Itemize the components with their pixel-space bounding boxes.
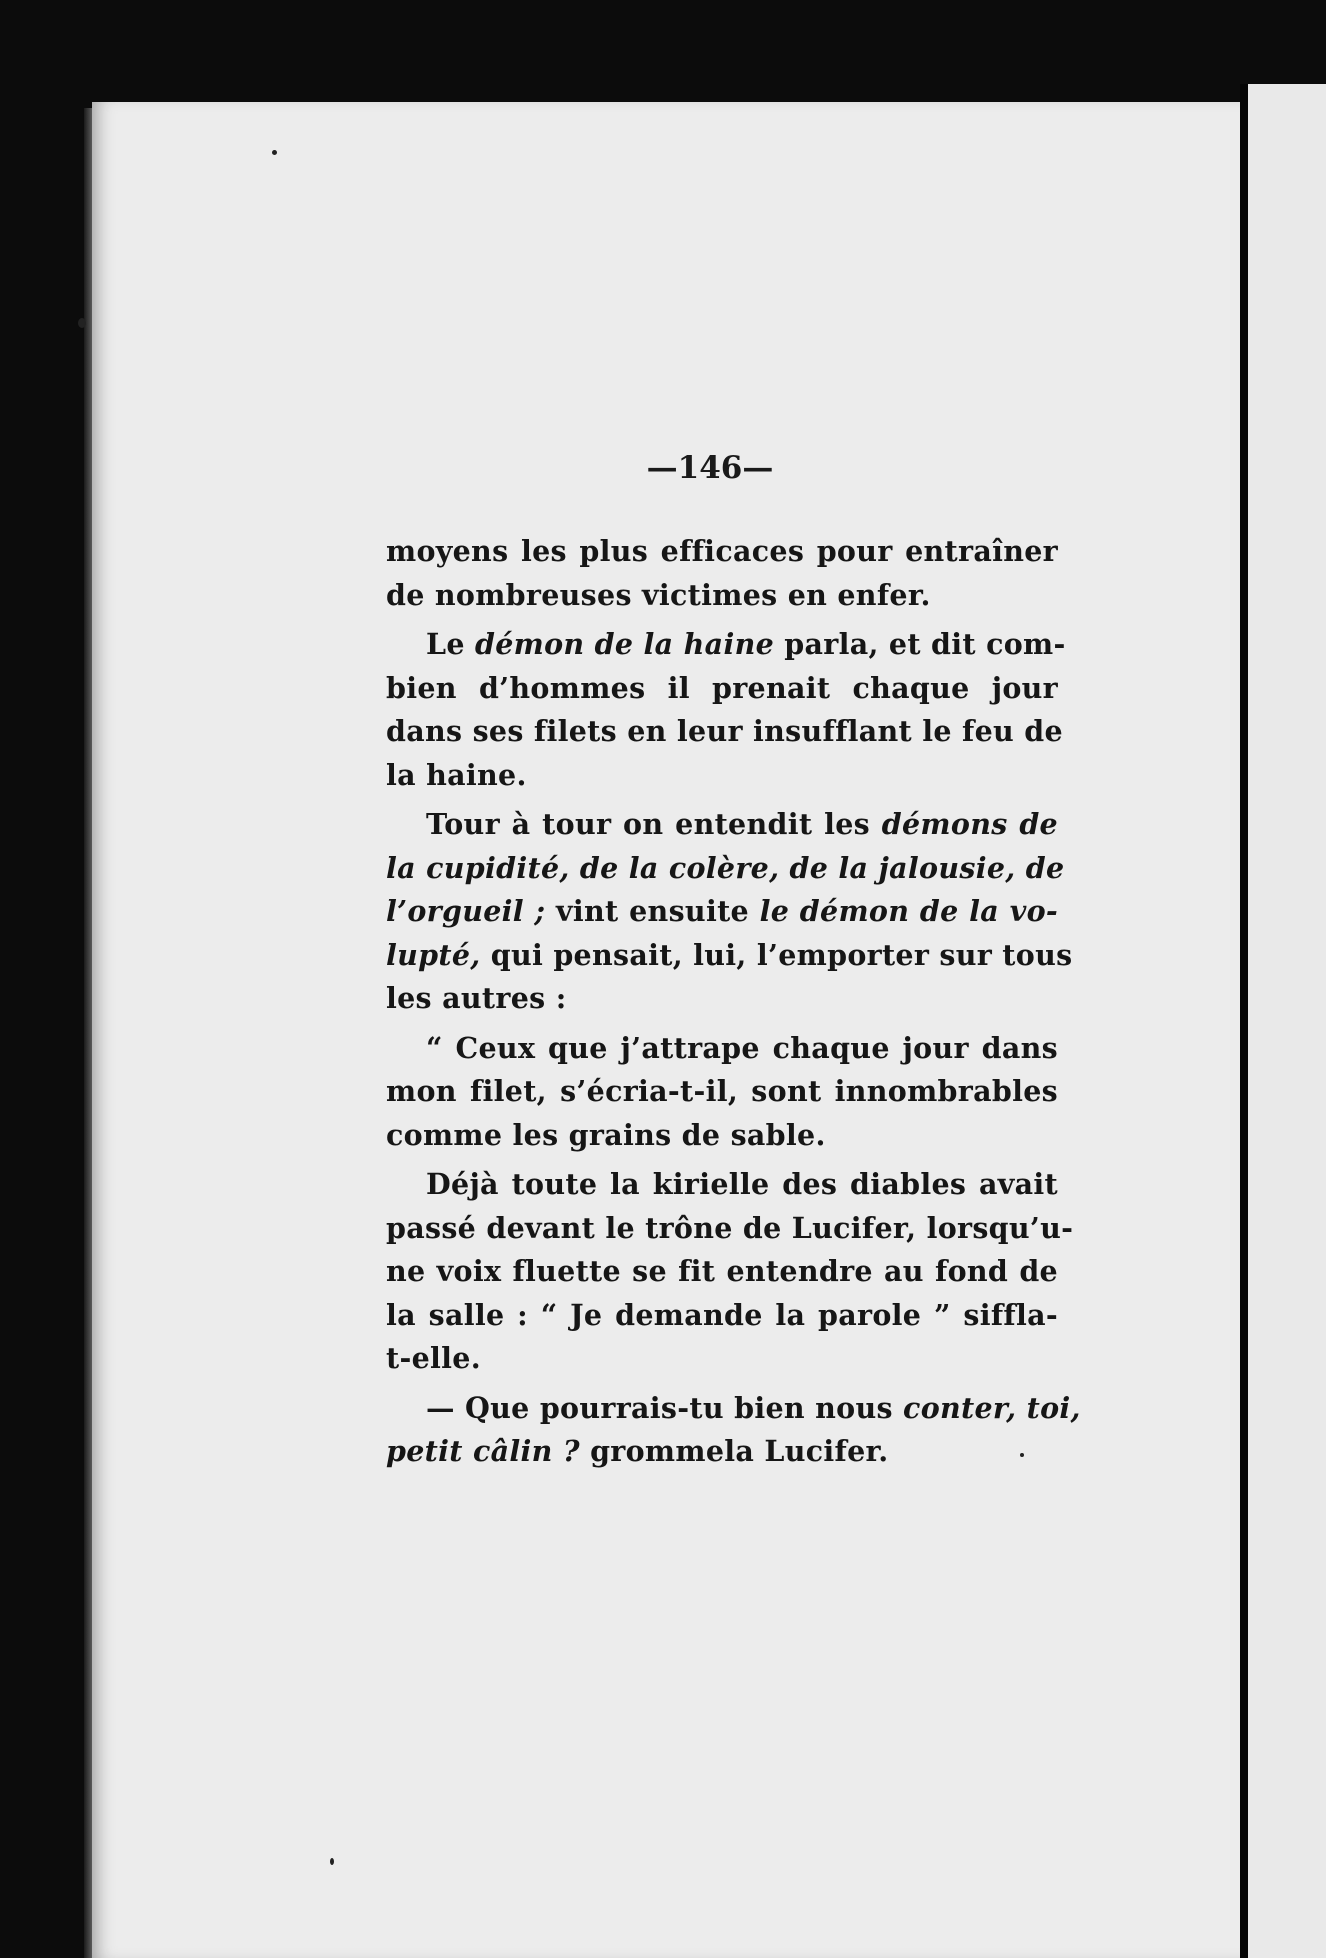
- text-run: de nombreuses victimes en enfer.: [386, 577, 931, 612]
- text-line: [386, 623, 1066, 667]
- italic-run: l’orgueil ;: [386, 894, 546, 928]
- text-line: [386, 1027, 1058, 1071]
- paragraph: [386, 1387, 1081, 1474]
- text-line: [386, 977, 1058, 1021]
- page-number: —146—: [646, 450, 774, 486]
- body-text: [386, 530, 1081, 1480]
- text-run: — Que pourrais-tu bien nous: [426, 1390, 904, 1425]
- text-line: [386, 754, 1058, 798]
- text-run: qui pensait, lui, l’emporter sur tous: [480, 937, 1073, 972]
- italic-run: le démon de la vo-: [759, 894, 1059, 928]
- binding-fold: [1240, 84, 1248, 1958]
- text-run: t-elle.: [386, 1341, 481, 1375]
- text-line: [386, 1207, 1074, 1251]
- text-run: parla, et dit com-: [774, 627, 1066, 661]
- text-line: [386, 1250, 1058, 1294]
- text-run: la salle : “ Je demande la parole ” siffla-: [386, 1297, 1058, 1332]
- text-line: [386, 530, 1058, 574]
- paragraph: [386, 1163, 1074, 1381]
- text-line: [386, 1114, 1058, 1158]
- text-line: [386, 667, 1058, 711]
- italic-run: conter, toi,: [903, 1390, 1081, 1425]
- ink-speck: [330, 1858, 334, 1865]
- text-line: [386, 1070, 1058, 1114]
- text-run: passé devant le trône de Lucifer, lorsqu’u-: [386, 1210, 1074, 1245]
- italic-run: démons de: [881, 807, 1058, 841]
- text-line: [386, 574, 1058, 618]
- text-line: [386, 1337, 1058, 1381]
- text-run: comme les grains de sable.: [386, 1117, 826, 1152]
- text-run: dans ses filets en leur insufflant le feu de: [386, 714, 1063, 748]
- text-run: Déjà toute la kirielle des diables avait: [426, 1167, 1058, 1201]
- text-run: Le: [426, 627, 475, 661]
- text-run: grommela Lucifer.: [579, 1434, 889, 1468]
- text-line: [386, 710, 1063, 754]
- text-run: vint ensuite: [545, 894, 760, 928]
- text-line: [386, 1387, 1081, 1431]
- text-run: mon filet, s’écria-t-il, sont innombrables: [386, 1074, 1058, 1108]
- text-run: les autres :: [386, 981, 567, 1015]
- next-page-edge: [1248, 84, 1326, 1958]
- text-run: la haine.: [386, 757, 527, 792]
- paragraph: [386, 803, 1073, 1021]
- text-line: [386, 1163, 1058, 1207]
- text-line: [386, 934, 1073, 978]
- text-line: [386, 890, 1058, 934]
- text-line: [386, 1430, 1058, 1474]
- italic-run: la cupidité, de la colère, de la jalousie, de: [386, 850, 1065, 885]
- ink-speck: [78, 318, 86, 328]
- text-run: “ Ceux que j’attrape chaque jour dans: [426, 1030, 1058, 1065]
- text-line: [386, 847, 1065, 891]
- italic-run: petit câlin ?: [386, 1434, 580, 1468]
- text-run: Tour à tour on entendit les: [426, 807, 882, 841]
- text-run: ne voix fluette se fit entendre au fond de: [386, 1254, 1058, 1288]
- text-line: [386, 803, 1058, 847]
- text-run: moyens les plus efficaces pour entraîner: [386, 534, 1058, 568]
- paragraph: [386, 623, 1066, 797]
- italic-run: lupté,: [386, 937, 481, 972]
- text-run: bien d’hommes il prenait chaque jour: [386, 670, 1058, 705]
- italic-run: démon de la haine: [475, 627, 775, 661]
- ink-speck: [272, 150, 277, 155]
- paragraph: [386, 530, 1058, 617]
- text-line: [386, 1294, 1058, 1338]
- paragraph: [386, 1027, 1058, 1158]
